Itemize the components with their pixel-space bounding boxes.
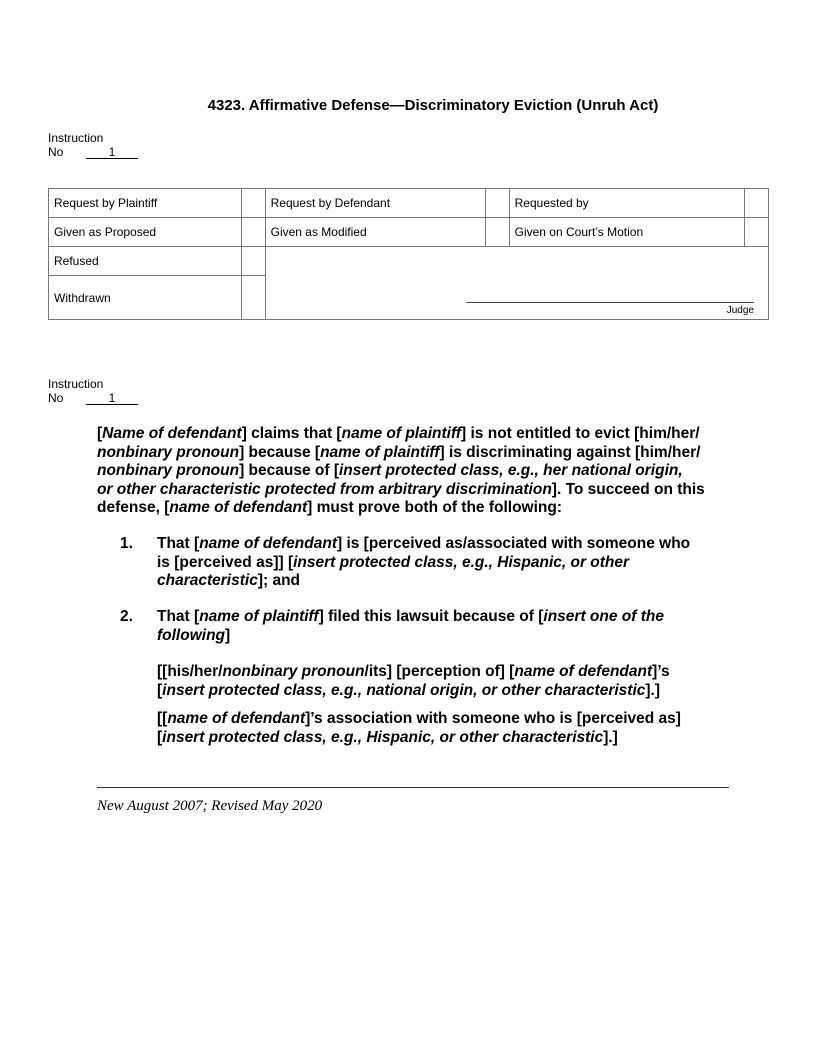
given-on-courts-motion-label: Given on Court’s Motion bbox=[509, 218, 744, 247]
item-number: 2. bbox=[120, 608, 133, 625]
placeholder-text: following bbox=[157, 626, 226, 644]
instruction-number: 1 bbox=[86, 146, 138, 159]
text-line bbox=[97, 444, 705, 463]
text-line bbox=[97, 425, 705, 444]
placeholder-text: name of defendant bbox=[514, 663, 653, 680]
text-segment: That [ bbox=[157, 608, 200, 625]
text-segment: [[his/her/ bbox=[157, 663, 223, 680]
text-line bbox=[157, 710, 681, 729]
given-on-courts-motion-box[interactable] bbox=[745, 218, 769, 247]
footer-divider bbox=[97, 787, 729, 788]
text-segment: defense, [ bbox=[97, 499, 170, 516]
request-by-plaintiff-label: Request by Plaintiff bbox=[49, 189, 242, 218]
requested-by-box[interactable] bbox=[745, 189, 769, 218]
text-line bbox=[97, 462, 705, 481]
text-segment: ]; and bbox=[257, 572, 300, 589]
judge-signature-line[interactable] bbox=[466, 302, 754, 303]
item-text bbox=[157, 535, 690, 591]
text-line bbox=[157, 627, 664, 646]
text-segment: ].] bbox=[645, 681, 661, 699]
placeholder-text: name of plaintiff bbox=[199, 608, 319, 625]
text-line bbox=[157, 608, 664, 627]
given-as-proposed-label: Given as Proposed bbox=[49, 218, 242, 247]
text-segment: ] must prove both of the following: bbox=[307, 499, 563, 516]
placeholder-text: name of defendant bbox=[199, 535, 337, 552]
placeholder-text: nonbinary pronoun bbox=[97, 462, 240, 479]
text-segment: ] filed this lawsuit because of [ bbox=[318, 608, 544, 625]
withdrawn-label: Withdrawn bbox=[49, 276, 242, 320]
placeholder-text: insert protected class, e.g., Hispanic, or other characteristic bbox=[162, 728, 604, 746]
text-segment: ] bbox=[225, 626, 231, 644]
instruction-label: Instruction bbox=[48, 131, 104, 145]
text-segment: /its] [perception of] [ bbox=[364, 663, 515, 680]
text-line bbox=[157, 663, 670, 682]
placeholder-text: name of plaintiff bbox=[341, 425, 462, 442]
element-item-1 bbox=[120, 535, 691, 591]
text-line bbox=[157, 682, 670, 701]
given-as-modified-label: Given as Modified bbox=[265, 218, 485, 247]
text-line bbox=[157, 572, 690, 591]
placeholder-text: characteristic bbox=[157, 572, 258, 589]
text-line bbox=[157, 535, 690, 554]
text-segment: ]. To succeed on this bbox=[551, 480, 705, 498]
text-segment: ] is not entitled to evict [him/her/ bbox=[461, 425, 700, 442]
request-by-defendant-box[interactable] bbox=[485, 189, 509, 218]
text-segment: ] because [ bbox=[239, 443, 321, 461]
instruction-number-block bbox=[48, 131, 138, 159]
request-by-defendant-label: Request by Defendant bbox=[265, 189, 485, 218]
text-line bbox=[97, 481, 705, 500]
revision-note: New August 2007; Revised May 2020 bbox=[97, 798, 323, 814]
text-segment: [ bbox=[97, 425, 103, 442]
placeholder-text: name of defendant bbox=[169, 499, 308, 516]
text-segment: ].] bbox=[603, 728, 618, 746]
text-segment: [ bbox=[157, 681, 163, 699]
text-segment: ] is discriminating against [him/her/ bbox=[439, 443, 701, 461]
request-by-plaintiff-box[interactable] bbox=[241, 189, 265, 218]
placeholder-text: name of defendant bbox=[167, 710, 306, 727]
placeholder-text: insert protected class, e.g., her national origin, bbox=[339, 462, 683, 479]
placeholder-text: insert protected class, e.g., national origin, or other characteristic bbox=[162, 681, 646, 699]
requested-by-label: Requested by bbox=[509, 189, 744, 218]
element-item-2 bbox=[120, 608, 664, 645]
page-title: 4323. Affirmative Defense—Discriminatory Eviction (Unruh Act) bbox=[207, 97, 659, 114]
instruction-label: Instruction bbox=[48, 377, 104, 391]
instruction-number: 1 bbox=[86, 392, 138, 405]
text-segment: is [perceived as]] [ bbox=[157, 553, 294, 571]
intro-paragraph bbox=[97, 425, 705, 518]
placeholder-text: insert one of the bbox=[543, 608, 664, 625]
text-segment: That [ bbox=[157, 535, 200, 552]
text-segment: ] is [perceived as/associated with someone who bbox=[336, 535, 691, 552]
text-segment: [ bbox=[157, 728, 163, 746]
placeholder-text: Name of defendant bbox=[102, 425, 242, 442]
text-segment: ] because of [ bbox=[239, 462, 339, 479]
judge-label: Judge bbox=[726, 305, 754, 316]
text-line bbox=[157, 554, 690, 573]
text-segment: ] claims that [ bbox=[241, 425, 342, 442]
item-number: 1. bbox=[120, 535, 133, 552]
text-segment: [[ bbox=[157, 710, 168, 727]
text-segment: ]’s association with someone who is [perceived as] bbox=[305, 710, 681, 727]
given-as-modified-box[interactable] bbox=[485, 218, 509, 247]
withdrawn-box[interactable] bbox=[241, 276, 265, 320]
no-label: No bbox=[48, 391, 64, 405]
given-as-proposed-box[interactable] bbox=[241, 218, 265, 247]
instruction-number-block bbox=[48, 377, 138, 405]
judge-signature-cell bbox=[265, 247, 768, 320]
placeholder-text: nonbinary pronoun bbox=[97, 443, 240, 461]
placeholder-text: nonbinary pronoun bbox=[222, 663, 365, 680]
placeholder-text: name of plaintiff bbox=[320, 443, 440, 461]
placeholder-text: or other characteristic protected from arbitrary discrimination bbox=[97, 480, 552, 498]
item-text bbox=[157, 608, 664, 645]
refused-label: Refused bbox=[49, 247, 242, 276]
placeholder-text: insert protected class, e.g., Hispanic, or other bbox=[293, 553, 630, 571]
option-2 bbox=[157, 710, 681, 747]
text-line bbox=[157, 729, 681, 748]
text-line bbox=[97, 499, 705, 518]
no-label: No bbox=[48, 145, 64, 159]
instruction-disposition-table bbox=[48, 188, 769, 320]
option-1 bbox=[157, 663, 670, 700]
text-segment: ]’s bbox=[652, 663, 670, 680]
refused-box[interactable] bbox=[241, 247, 265, 276]
